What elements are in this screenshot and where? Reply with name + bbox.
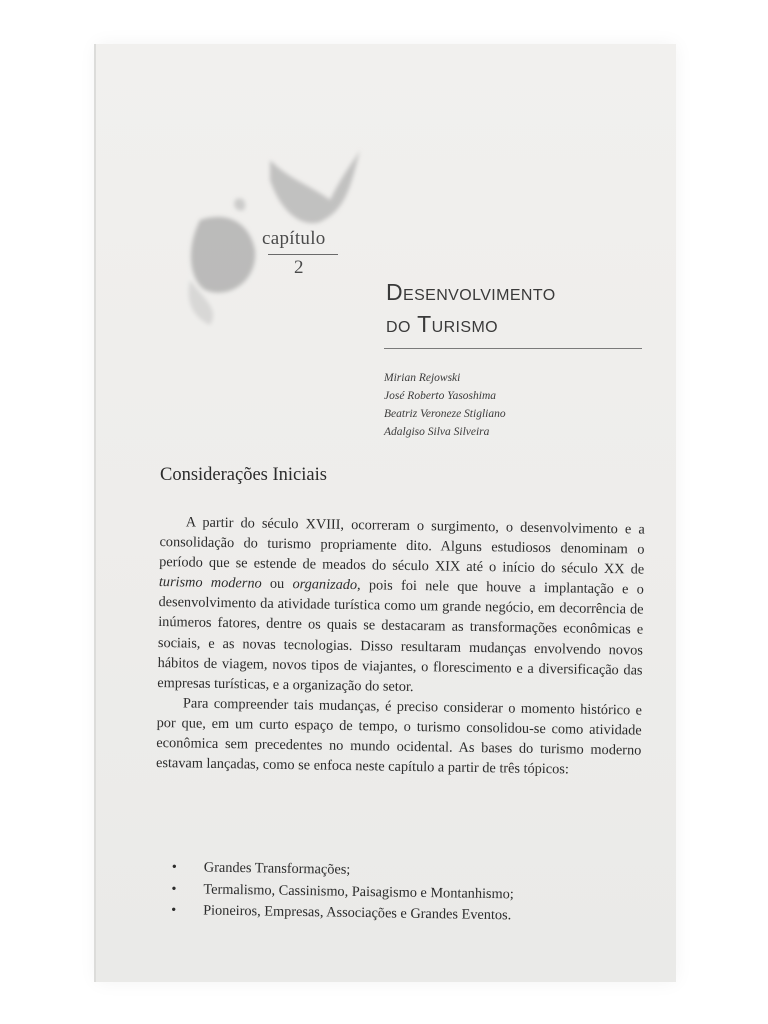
body-text: [156, 512, 645, 781]
author-name: José Roberto Yasoshima: [384, 390, 497, 402]
paragraph-text: , pois foi nele que houve a implantação e o desenvolvimento da atividade turística como um grande negócio, em decorrência de inúmeros fatores, dentre os quais se destacaram as transformações econômicas e sociais, e as novas tecnologias. Disso resultaram mudanças envolvendo novos hábitos de viagem, novos tipos de viajantes, o florescimento e a diversificação das empresas turísticas, e a organização do setor.: [157, 577, 644, 695]
chapter-divider: [268, 254, 338, 255]
author-list: [384, 369, 506, 441]
bullet-icon: •: [171, 901, 177, 919]
list-item-text: Termalismo, Cassinismo, Paisagismo e Montanhismo;: [203, 880, 514, 902]
section-heading: Considerações Iniciais: [160, 465, 327, 485]
chapter-title-line1: Desenvolvimento: [386, 279, 556, 305]
paragraph: [157, 512, 645, 700]
chapter-title-line2: do Turismo: [386, 311, 499, 337]
paragraph: Para compreender tais mudanças, é preciso considerar o momento histórico e por que, em um curto espaço de tempo, o turismo consolidou-se como atividade econômica sem precedentes no mundo ocidental. As bases do turismo moderno estavam lançadas, como se enfoca neste capítulo a partir de três tópicos:: [155, 695, 643, 778]
paragraph-text: A partir do século XVIII, ocorreram o surgimento, o desenvolvimento e a consolidação do turismo propriamente dito. Alguns estudiosos denominam o período que se estende de meados do século XIX até o início do século XX de: [159, 514, 645, 578]
paragraph-text: ou: [261, 575, 293, 593]
emphasis-text: turismo moderno: [158, 574, 262, 592]
bullet-icon: •: [171, 858, 177, 876]
chapter-label: capítulo: [262, 228, 326, 249]
chapter-number: 2: [294, 257, 304, 278]
list-item-text: Grandes Transformações;: [203, 859, 351, 878]
list-item-text: Pioneiros, Empresas, Associações e Grandes Eventos.: [203, 902, 512, 924]
author-name: Adalgiso Silva Silveira: [384, 426, 490, 438]
bullet-icon: •: [171, 880, 177, 897]
emphasis-text: organizado: [292, 576, 358, 594]
author-name: Beatriz Veroneze Stigliano: [384, 408, 506, 420]
topic-list: [171, 857, 632, 929]
author-name: Mirian Rejowski: [384, 372, 461, 384]
title-divider: [384, 348, 642, 349]
chapter-title: [386, 276, 556, 340]
